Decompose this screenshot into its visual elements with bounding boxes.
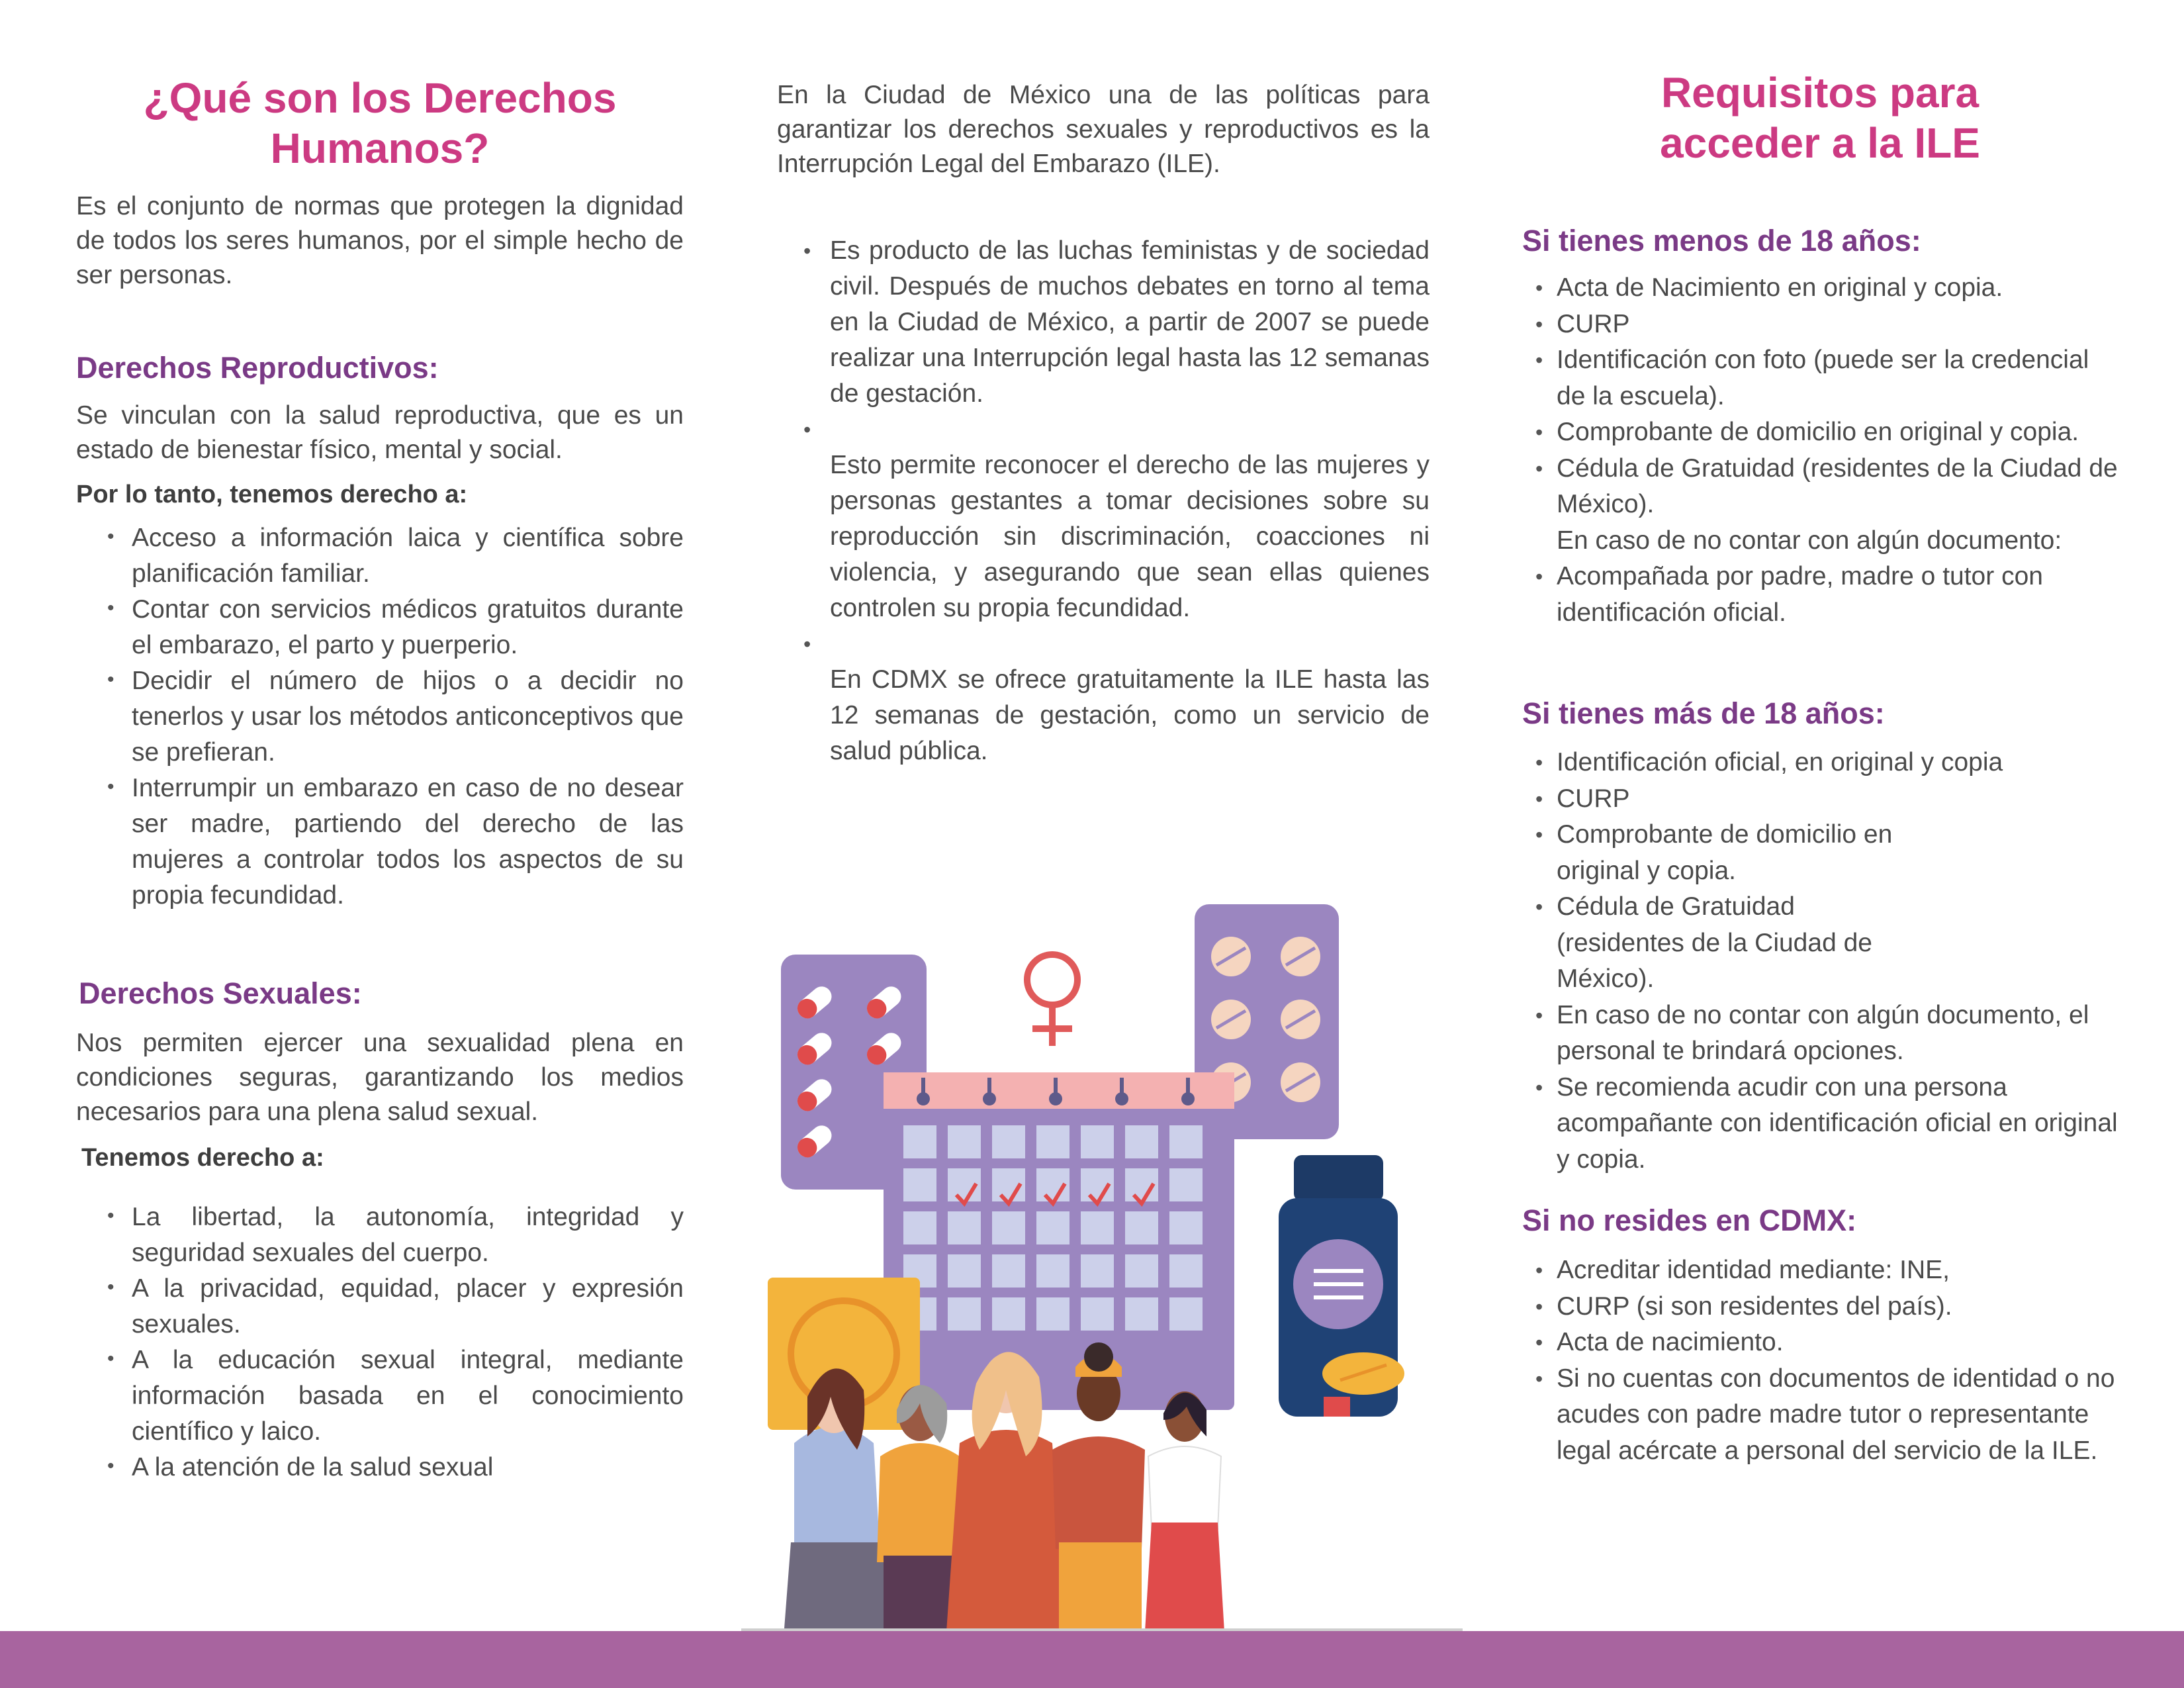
list-item: • Acreditar identidad mediante: INE, [1522,1252,2118,1289]
list-item: • Identificación oficial, en original y copia [1522,745,2118,781]
list-item: • A la educación sexual integral, mediante información basada en el conocimiento científico y laico. [76,1342,684,1450]
list-item: • Acta de Nacimiento en original y copia. [1522,270,2118,306]
bullet-icon: • [107,1205,114,1227]
bullet-icon: • [1535,456,1543,481]
list-item: • Cédula de Gratuidad (residentes de la Ciudad de México). [1522,451,2118,523]
title-line-2: Humanos? [270,124,490,172]
list-item: • En CDMX se ofrece gratuitamente la ILE hasta las 12 semanas de gestación, como un servicio de salud pública. [777,662,1430,769]
bullet-icon: • [1535,1331,1543,1354]
bullet-icon: • [1535,420,1543,444]
human-rights-intro: Es el conjunto de normas que protegen la dignidad de todos los seres humanos, por el simple hecho de ser personas. [76,192,684,289]
list-item: • A la atención de la salud sexual [76,1450,684,1485]
list-item: • Identificación con foto (puede ser la credencial de la escuela). [1522,342,2118,414]
list-item: • Acceso a información laica y científica sobre planificación familiar. [76,520,684,592]
list-item: • Se recomienda acudir con una persona acompañante con identificación oficial en original y copia. [1522,1070,2118,1178]
list-note: En caso de no contar con algún documento: [1557,526,2062,555]
bullet-icon: • [1535,276,1543,300]
bullet-icon: • [1535,1294,1543,1319]
bullet-icon: • [107,526,114,547]
list-item: • CURP [1522,306,2118,343]
footer-bar [0,1631,2184,1688]
bullet-icon: • [1535,895,1543,919]
bullet-icon: • [107,669,114,690]
list-item: • Esto permite reconocer el derecho de las mujeres y personas gestantes a tomar decisiones sobre su reproducción sin discriminación, coacciones ni violencia, y asegurando que sean ellas quienes controlen su propia fecundidad. [777,447,1430,626]
bullet-icon: • [803,632,811,656]
list-item: • La libertad, la autonomía, integridad y seguridad sexuales del cuerpo. [76,1199,684,1271]
calendar-icon [884,1072,1234,1410]
under-18-heading: Si tienes menos de 18 años: [1522,224,1921,258]
list-item: • Cédula de Gratuidad (residentes de la Ciudad de México). [1522,889,2118,998]
bullet-icon: • [107,1455,114,1477]
list-item: • Decidir el número de hijos o a decidir no tenerlos y usar los métodos anticonceptivos que se prefieran. [76,663,684,771]
requirements-title [1522,68,2118,168]
reproductive-rights-list [76,520,684,914]
list-item: • CURP [1522,781,2118,818]
list-item: • Es producto de las luchas feministas y de sociedad civil. Después de muchos debates en torno al tema en la Ciudad de México, a partir de 2007 se puede realizar una Interrupción legal hasta las 12 semanas de gestación. [777,233,1430,412]
sexual-rights-heading: Derechos Sexuales: [79,976,362,1010]
bullet-icon: • [107,1348,114,1370]
ile-policy-intro: En la Ciudad de México una de las políticas para garantizar los derechos sexuales y reproductivos es la Interrupción Legal del Embarazo (ILE). [777,81,1430,178]
female-symbol-icon [1027,955,1077,1046]
ile-policy-list [777,233,1430,769]
sexual-rights-text: Nos permiten ejercer una sexualidad plena en condiciones seguras, garantizando los medios necesarios para una plena salud sexual. [76,1029,684,1126]
sexual-rights-lead: Tenemos derecho a: [81,1144,324,1172]
bullet-icon: • [1535,1366,1543,1391]
sexual-rights-list [76,1199,684,1485]
human-rights-title [76,73,684,173]
bullet-icon: • [107,597,114,619]
bullet-icon: • [803,418,811,442]
title-line-2: acceder a la ILE [1660,119,1980,167]
under-18-list [1522,270,2118,631]
bullet-icon: • [107,776,114,798]
bullet-icon: • [107,1276,114,1298]
reproductive-rights-heading: Derechos Reproductivos: [76,351,439,385]
bullet-icon: • [1535,786,1543,811]
bullet-icon: • [803,239,811,263]
list-item: • Comprobante de domicilio en original y copia. [1522,817,2118,889]
list-item: • Comprobante de domicilio en original y copia. [1522,414,2118,451]
list-item: • Contar con servicios médicos gratuitos durante el embarazo, el parto y puerperio. [76,592,684,663]
list-item: • En caso de no contar con algún documento, el personal te brindará opciones. [1522,998,2118,1070]
bullet-icon: • [1535,1258,1543,1282]
list-item: • Acompañada por padre, madre o tutor con identificación oficial. [1522,559,2118,631]
bullet-icon: • [1535,1075,1543,1100]
title-line-1: Requisitos para [1661,69,1979,117]
reproductive-rights-lead: Por lo tanto, tenemos derecho a: [76,481,468,508]
bullet-icon: • [1535,312,1543,336]
list-item: • CURP (si son residentes del país). [1522,1289,2118,1325]
bullet-icon: • [1535,565,1543,588]
bullet-icon: • [1535,1003,1543,1027]
list-item: • A la privacidad, equidad, placer y expresión sexuales. [76,1271,684,1342]
list-item: • Interrumpir un embarazo en caso de no desear ser madre, partiendo del derecho de las mujeres a controlar todos los aspectos de su propia fecundidad. [76,771,684,914]
list-item: • Si no cuentas con documentos de identidad o no acudes con padre madre tutor o representante legal acércate a personal del servicio de la ILE. [1522,1361,2118,1470]
women-health-illustration [741,894,1463,1632]
bullet-icon: • [1535,348,1543,372]
over-18-list [1522,745,2118,1178]
bullet-icon: • [1535,823,1543,847]
non-resident-heading: Si no resides en CDMX: [1522,1203,1857,1237]
over-18-heading: Si tienes más de 18 años: [1522,696,1885,730]
title-line-1: ¿Qué son los Derechos [143,74,617,122]
non-resident-list [1522,1252,2118,1469]
reproductive-rights-text: Se vinculan con la salud reproductiva, que es un estado de bienestar físico, mental y social. [76,401,684,464]
bullet-icon: • [1535,751,1543,774]
list-item: • Acta de nacimiento. [1522,1325,2118,1361]
